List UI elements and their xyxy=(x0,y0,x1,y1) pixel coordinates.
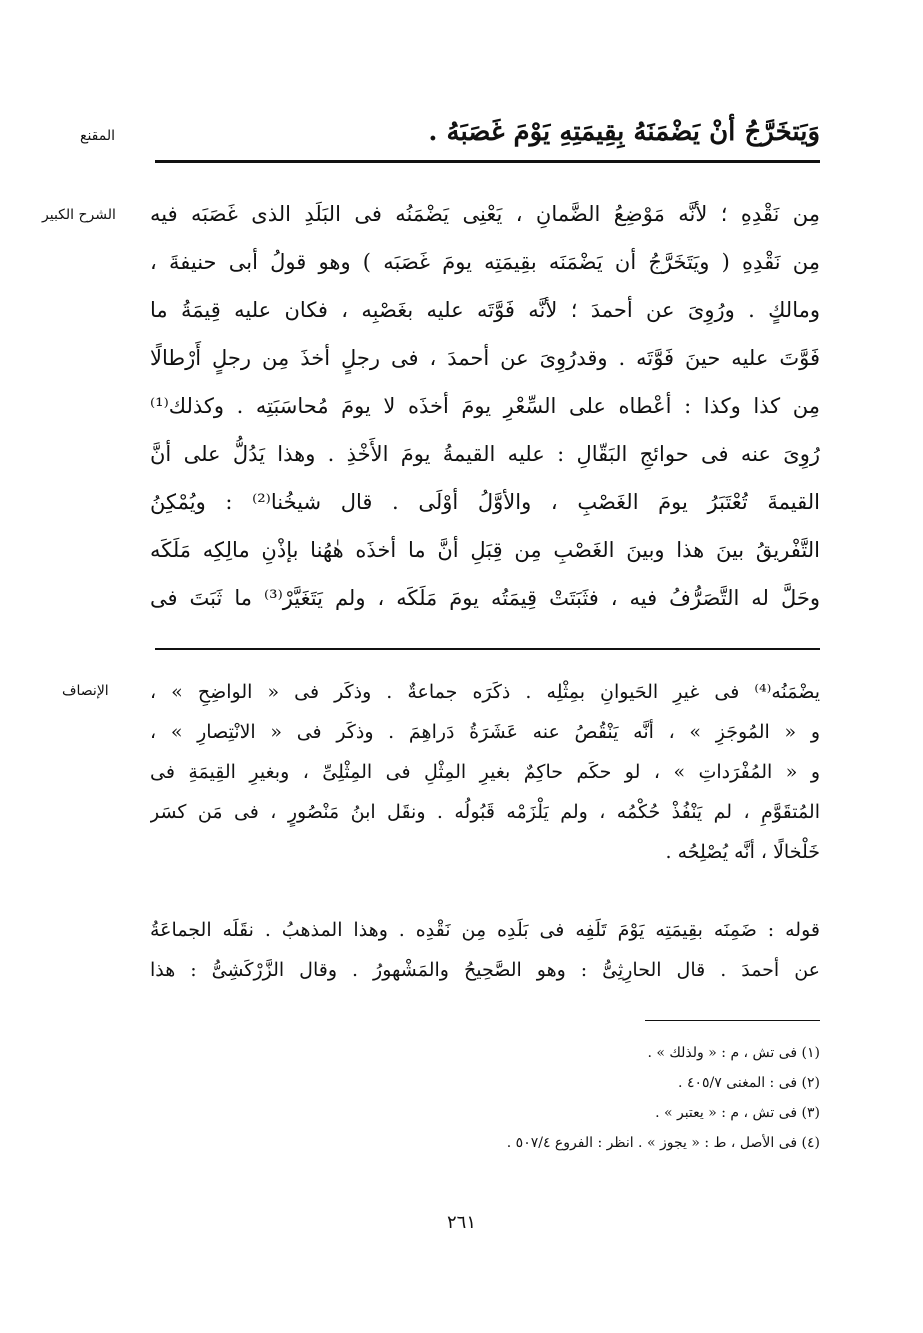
footnote: (٤) فى الأصل ، ط : « يجوز » . انظر : الفروع ٥٠٧/٤ . xyxy=(506,1135,820,1151)
muqni-divider xyxy=(155,160,820,163)
insaf-line: قوله : ضَمِنَه بقِيمَتِه يَوْمَ تَلَفِه فى بَلَدِه مِن نَقْدِه . وهذا المذهبُ . نقَلَه الجماعَةُ xyxy=(150,919,820,941)
footnote: (٣) فى تش ، م : « يعتبر » . xyxy=(655,1105,820,1121)
insaf-line: يضْمَنُه⁽⁴⁾ فى غيرِ الحَيوانِ بمِثْلِه . ذكَرَه جماعةٌ . وذكَر فى « الواضِحِ » ، xyxy=(150,681,820,703)
sharh-line: فَوَّتَ عليه حينَ فَوَّتَه . وقدرُوِىَ عن أحمدَ ، فى رجلٍ أخذَ مِن رجلٍ أَرْطالًا xyxy=(150,346,820,370)
page-number: ٢٦١ xyxy=(446,1212,476,1233)
sharh-divider xyxy=(155,648,820,650)
sharh-line: مِن كذا وكذا : أعْطاه على السِّعْرِ يومَ أخذَه لا يومَ مُحاسَبَتِه . وكذلك⁽¹⁾ xyxy=(150,394,820,418)
footnote: (٢) فى : المغنى ٤٠٥/٧ . xyxy=(678,1075,820,1091)
insaf-line: خَلْخالًا ، أنَّه يُصْلِحُه . xyxy=(665,841,820,863)
insaf-line: و « المُفْرَداتِ » ، لو حكَم حاكِمٌ بغيرِ المِثْلِ فى المِثْلِىِّ ، وبغيرِ القِيمَةِ فى xyxy=(150,761,820,783)
sharh-line: ومالكٍ . ورُوِىَ عن أحمدَ ؛ لأنَّه فَوَّتَه عليه بغَصْبِه ، فكان عليه قِيمَةُ ما xyxy=(150,298,820,322)
insaf-line: المُتقَوَّمِ ، لم يَنْفُذْ حُكْمُه ، ولم يَلْزَمْه قَبُولُه . ونقَل ابنُ مَنْصُورٍ ، فى مَن كسَر xyxy=(150,801,820,823)
footnote-divider xyxy=(645,1020,820,1021)
insaf-line: و « المُوجَزِ » ، أنَّه يَنْقُصُ عنه عَشَرَةُ دَراهِمَ . وذكَر فى « الانْتِصارِ » ، xyxy=(150,721,820,743)
sharh-line: مِن نَقْدِهِ ( ويَتَخَرَّجُ أن يَضْمَنَه بقِيمَتِه يومَ غَصَبَه ) وهو قولُ أبى حنيفةَ ، xyxy=(150,250,820,274)
insaf-section xyxy=(150,672,820,872)
sharh-line: التَّفْريقُ بينَ هذا وبينَ الغَصْبِ مِن قِبَلِ أنَّ ما أخذَه هٰهُنا بإذْنِ مالِكِه مَلَكَه xyxy=(150,538,820,562)
insaf-line: عن أحمدَ . قال الحارِثِىُّ : وهو الصَّحِيحُ والمَشْهورُ . وقال الزَّرْكَشِىُّ : هذا xyxy=(150,959,820,981)
sharh-line: رُوِىَ عنه فى حوائجِ البَقّالِ : عليه القيمةُ يومَ الأَخْذِ . وهذا يَدُلُّ على أنَّ xyxy=(150,442,820,466)
margin-label-muqni: المقنع xyxy=(80,128,116,144)
sharh-section xyxy=(150,190,820,622)
sharh-line: مِن نَقْدِهِ ؛ لأنَّه مَوْضِعُ الضَّمانِ ، يَعْنِى يَضْمَنُه فى البَلَدِ الذى غَصَبَه فيه xyxy=(150,202,820,226)
footnote: (١) فى تش ، م : « ولذلك » . xyxy=(647,1045,820,1061)
margin-label-insaf: الإنصاف xyxy=(62,683,109,699)
margin-label-sharh: الشرح الكبير xyxy=(42,207,116,223)
footnotes xyxy=(150,1038,820,1158)
sharh-line: القيمةَ تُعْتَبَرُ يومَ الغَصْبِ ، والأوَّلُ أوْلَى . قال شيخُنا⁽²⁾ : ويُمْكِنُ xyxy=(150,490,820,514)
muqni-text: وَيَتخَرَّجُ أنْ يَضْمَنَهُ بِقِيمَتِهِ يَوْمَ غَصَبَهُ . xyxy=(428,117,820,147)
sharh-line: وحَلَّ له التَّصَرُّفُ فيه ، فثَبَتَتْ قِيمَتُه يومَ مَلَكَه ، ولم يَتَغَيَّرْ⁽³⁾ ما ثَبَتَ فى xyxy=(150,586,820,610)
muqni-section xyxy=(150,104,820,160)
insaf-paragraph-2 xyxy=(150,910,820,990)
